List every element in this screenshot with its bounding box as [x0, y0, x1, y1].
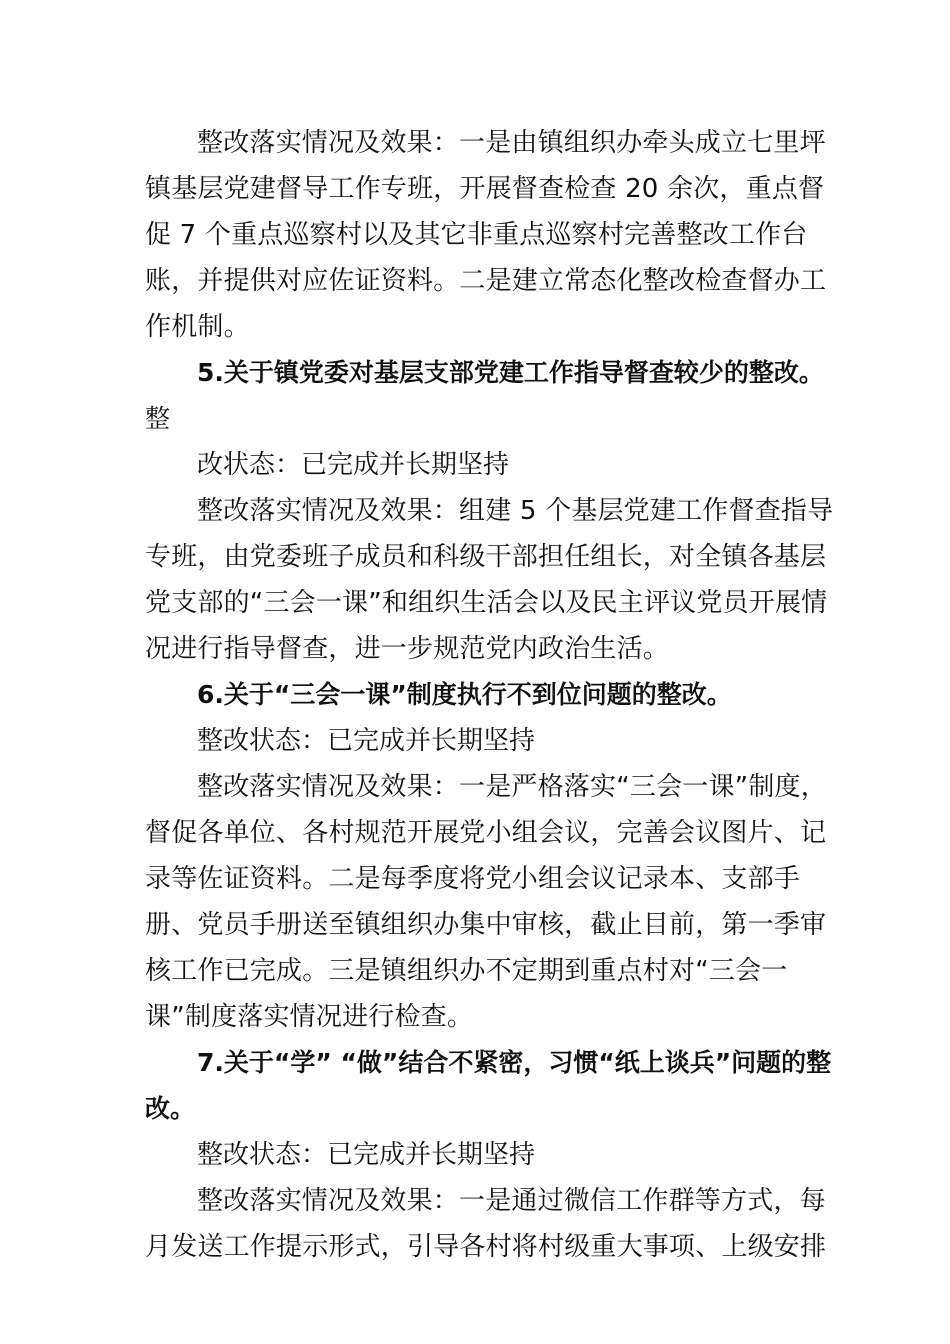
- section-5-status: 改状态：已完成并长期坚持: [197, 450, 510, 480]
- section-5-heading-tail: 整: [145, 404, 171, 433]
- section-7-heading: 7.关于“学” “做”结合不紧密，习惯“纸上谈兵”问题的整改。: [145, 1048, 832, 1123]
- section-7-status: 整改状态：已完成并长期坚持: [197, 1140, 536, 1170]
- document-body: [145, 120, 835, 1270]
- section-5-heading: [145, 350, 835, 442]
- section-5-heading-text: 5.关于镇党委对基层支部党建工作指导督查较少的整改。: [197, 358, 824, 387]
- section-6-effect: 整改落实情况及效果：一是严格落实“三会一课”制度， 督促各单位、各村规范开展党小组会议，完善会议图片、记录等佐证资料。二是每季度将党小组会议记录本、支部手册、党员手册送至镇组织办集中审核，截止目前，第一季审核工作已完成。三是镇组织办不定期到重点村对“三会一课”制度落实情况进行检查。: [145, 772, 827, 1032]
- section-6-status: 整改状态：已完成并长期坚持: [197, 726, 536, 756]
- section-6-heading: 6.关于“三会一课”制度执行不到位问题的整改。: [197, 680, 732, 709]
- section-7-effect: 整改落实情况及效果：一是通过微信工作群等方式，每月发送工作提示形式，引导各村将村级重大事项、上级安排: [145, 1186, 827, 1262]
- paragraph-section4-effect: 整改落实情况及效果：一是由镇组织办牵头成立七里坪镇基层党建督导工作专班，开展督查检查 20 余次，重点督促 7 个重点巡察村以及其它非重点巡察村完善整改工作台账，并提供对应佐证资料。二是建立常态化整改检查督办工作机制。: [145, 128, 827, 342]
- section-5-effect: 整改落实情况及效果：组建 5 个基层党建工作督查指导专班，由党委班子成员和科级干部担任组长，对全镇各基层党支部的“三会一课”和组织生活会以及民主评议党员开展情况进行指导督查，进一步规范党内政治生活。: [145, 496, 834, 664]
